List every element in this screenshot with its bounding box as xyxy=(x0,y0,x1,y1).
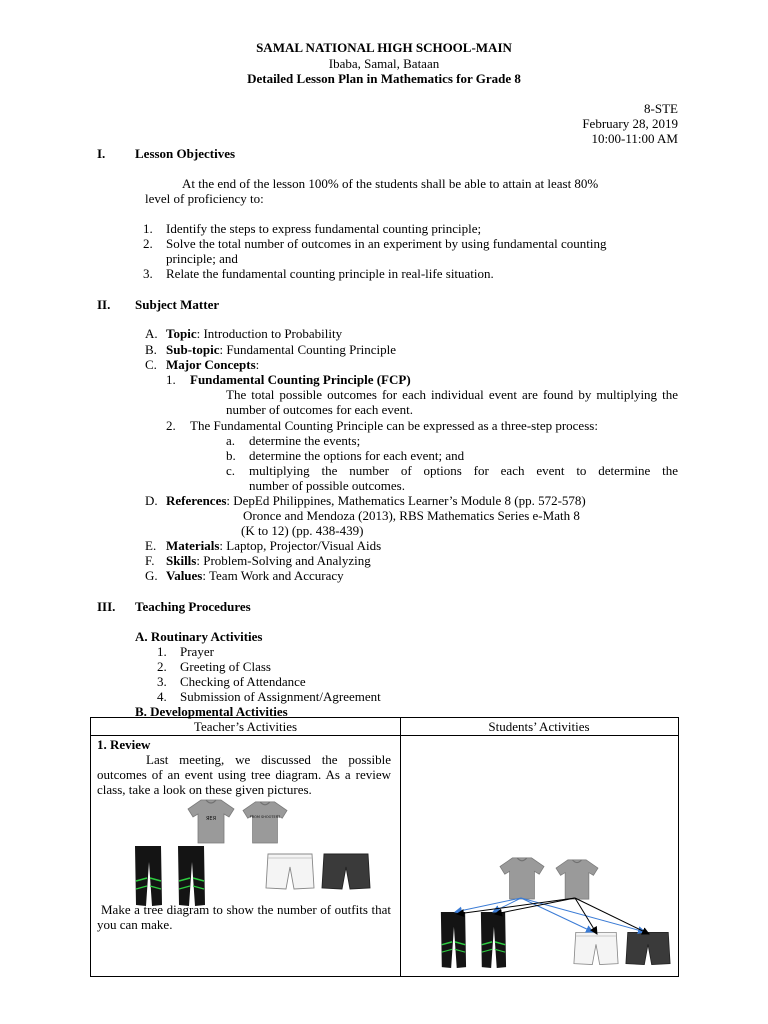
pants-image-1 xyxy=(133,845,163,907)
objective-text: Identify the steps to express fundamental counting principle; xyxy=(166,221,482,236)
step-letter: a. xyxy=(226,433,236,448)
reference-1: : DepEd Philippines, Mathematics Learner’s Module 8 (pp. 572-578) xyxy=(226,493,586,508)
item-letter: C. xyxy=(145,357,157,372)
procedures-heading: Teaching Procedures xyxy=(135,599,251,614)
pants-image-2 xyxy=(176,845,206,907)
reference-2-cont: (K to 12) (pp. 438-439) xyxy=(241,523,364,538)
concept-num: 1. xyxy=(166,372,176,387)
objective-num: 1. xyxy=(143,221,153,236)
shirt-2-print: PROM SHOOTERS xyxy=(249,815,281,819)
topic-label: Topic xyxy=(166,326,197,341)
skills-value: : Problem-Solving and Analyzing xyxy=(196,553,371,568)
objectives-intro-line1: At the end of the lesson 100% of the students shall be able to attain at least 80% xyxy=(182,176,599,191)
tree-diagram xyxy=(429,854,665,974)
section-num-3: III. xyxy=(97,599,116,614)
document-title: Detailed Lesson Plan in Mathematics for Grade 8 xyxy=(247,71,521,86)
fcp-title: Fundamental Counting Principle (FCP) xyxy=(190,372,411,387)
routine-item: Submission of Assignment/Agreement xyxy=(180,689,381,704)
item-letter: A. xyxy=(145,326,158,341)
routine-num: 4. xyxy=(157,689,167,704)
materials-value: : Laptop, Projector/Visual Aids xyxy=(219,538,382,553)
topic-value: : Introduction to Probability xyxy=(196,326,343,341)
routine-num: 1. xyxy=(157,644,167,659)
concepts-label: Major Concepts xyxy=(166,357,256,372)
item-letter: F. xyxy=(145,553,155,568)
routine-item: Checking of Attendance xyxy=(180,674,306,689)
references-label: References xyxy=(166,493,227,508)
subtopic-label: Sub-topic xyxy=(166,342,220,357)
shirt-image-2 xyxy=(242,800,290,846)
step-text: multiplying the number of options for each event to determine the xyxy=(249,463,678,478)
step-letter: b. xyxy=(226,448,236,463)
school-address: Ibaba, Samal, Bataan xyxy=(328,56,440,71)
item-letter: E. xyxy=(145,538,157,553)
topic-line xyxy=(166,326,342,341)
subtopic-line xyxy=(166,342,396,357)
school-name: SAMAL NATIONAL HIGH SCHOOL-MAIN xyxy=(256,40,512,55)
fcp-definition: The total possible outcomes for each individual event are found by multiplying the number of outcomes for each event. xyxy=(226,387,678,417)
tree-pants-1 xyxy=(441,912,466,968)
reference-2: Oronce and Mendoza (2013), RBS Mathematics Series e-Math 8 xyxy=(243,508,580,523)
shirt-1-print: ЯЕЯ xyxy=(205,816,217,822)
column-divider xyxy=(400,718,401,976)
developmental-heading: B. Developmental Activities xyxy=(135,704,288,719)
materials-label: Materials xyxy=(166,538,220,553)
routinary-heading: A. Routinary Activities xyxy=(135,629,263,644)
concepts-line: Major Concepts: xyxy=(166,357,260,372)
subject-heading: Subject Matter xyxy=(135,297,220,312)
step-text-cont: number of possible outcomes. xyxy=(249,478,405,493)
review-title: Review xyxy=(110,737,151,752)
values-label: Values xyxy=(166,568,203,583)
step-letter: c. xyxy=(226,463,236,478)
col-header-students: Students’ Activities xyxy=(400,718,678,736)
tree-shirt-1 xyxy=(500,858,544,899)
section-label: 8-STE xyxy=(644,101,678,116)
item-letter: B. xyxy=(145,342,157,357)
objective-text-cont: principle; and xyxy=(166,251,238,266)
section-num-1: I. xyxy=(97,146,106,161)
subtopic-value: : Fundamental Counting Principle xyxy=(219,342,397,357)
tree-pants-2 xyxy=(481,912,506,968)
objective-num: 3. xyxy=(143,266,153,281)
tree-white-shorts xyxy=(574,932,618,964)
tree-shirt-2 xyxy=(556,860,598,899)
item-letter: D. xyxy=(145,493,158,508)
col-header-teacher: Teacher’s Activities xyxy=(91,718,400,736)
steps-intro: The Fundamental Counting Principle can be expressed as a three-step process: xyxy=(190,418,598,433)
activities-table xyxy=(90,717,679,977)
section-num-2: II. xyxy=(97,297,111,312)
step-text: determine the events; xyxy=(249,433,361,448)
skills-line xyxy=(166,553,371,568)
objective-text: Relate the fundamental counting principle in real-life situation. xyxy=(166,266,494,281)
lesson-time: 10:00-11:00 AM xyxy=(591,131,678,146)
routine-num: 2. xyxy=(157,659,167,674)
values-line xyxy=(166,568,344,583)
white-shorts-image xyxy=(265,852,315,890)
skills-label: Skills xyxy=(166,553,197,568)
lesson-date: February 28, 2019 xyxy=(582,116,678,131)
item-letter: G. xyxy=(145,568,158,583)
dark-shorts-image xyxy=(321,852,371,890)
routine-item: Prayer xyxy=(180,644,214,659)
concept-num: 2. xyxy=(166,418,176,433)
objectives-intro-line2: level of proficiency to: xyxy=(145,191,264,206)
review-num: 1. xyxy=(97,737,107,752)
instruction-text: Make a tree diagram to show the number of outfits that you can make. xyxy=(97,902,391,932)
tree-dark-shorts xyxy=(626,932,670,964)
routine-num: 3. xyxy=(157,674,167,689)
step-text: determine the options for each event; and xyxy=(249,448,465,463)
materials-line xyxy=(166,538,381,553)
objective-num: 2. xyxy=(143,236,153,251)
review-heading xyxy=(97,737,150,752)
routine-item: Greeting of Class xyxy=(180,659,271,674)
objective-text: Solve the total number of outcomes in an experiment by using fundamental counting xyxy=(166,236,607,251)
objectives-heading: Lesson Objectives xyxy=(135,146,236,161)
review-text: Last meeting, we discussed the possible outcomes of an event using tree diagram. As a review class, take a look on these given pictures. xyxy=(97,752,391,797)
branch-arrow xyxy=(495,898,575,914)
shirt-image-1 xyxy=(187,798,237,846)
references-line xyxy=(166,493,586,508)
values-value: : Team Work and Accuracy xyxy=(202,568,344,583)
